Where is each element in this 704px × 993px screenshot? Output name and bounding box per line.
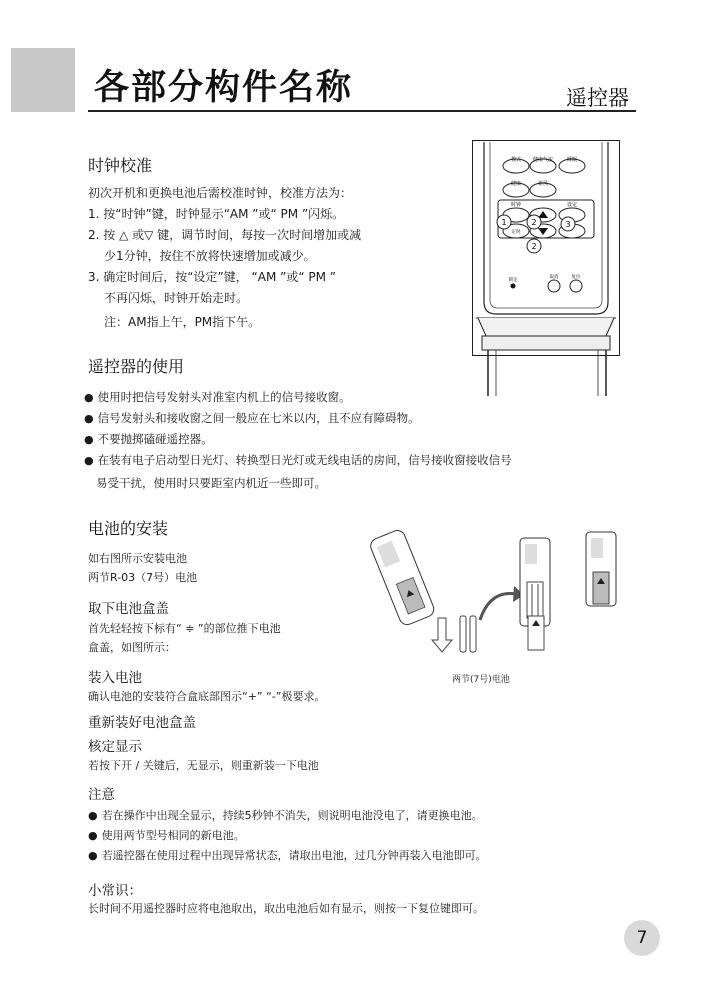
battery-intro-2: 两节R-03（7号）电池 [88, 571, 198, 584]
refit-cover-heading: 重新装好电池盒盖 [88, 715, 196, 731]
notes-heading: 注意 [88, 787, 115, 803]
usage-bullet-4-cont: 易受干扰，使用时只要距室内机近一些即可。 [96, 476, 326, 490]
battery-intro-1: 如右图所示安装电池 [88, 552, 187, 565]
battery-installation-figure [360, 522, 640, 662]
callout-2-up: 2 [531, 218, 537, 227]
clock-step-2-cont: 少1分钟，按住不放将快速增加或减少。 [104, 249, 316, 263]
clock-heading: 时钟校准 [88, 156, 153, 175]
btn-set-label: 设定 [566, 202, 578, 208]
callout-2-down: 2 [531, 242, 537, 251]
usage-heading: 遥控器的使用 [88, 357, 185, 376]
btn-sleep-label: 睡眠 [566, 157, 578, 163]
clock-step-2: 2. 按 △ 或▽ 键，调节时间，每按一次时间增加或减 [88, 228, 362, 242]
usage-bullet-4: ● 在装有电子启动型日光灯、转换型日光灯或无线电话的房间，信号接收窗接收信号 [84, 453, 512, 467]
page-number: 7 [636, 928, 648, 948]
btn-timer-label: 定时 [511, 230, 521, 235]
remove-cover-text-2: 盒盖，如图所示： [88, 641, 176, 654]
header-gray-tab [11, 48, 75, 112]
clock-intro: 初次开机和更换电池后需校准时钟，校准方法为： [88, 186, 353, 200]
btn-health-label: 健康 [510, 181, 522, 187]
clock-step-3: 3. 确定时间后，按“设定”键， “AM ”或“ PM ” [88, 270, 336, 284]
battery-heading: 电池的安装 [88, 519, 169, 538]
page-title: 各部分构件名称 [94, 68, 354, 108]
battery-figure-caption: 两节(7号)电池 [452, 675, 510, 685]
remove-cover-text-1: 首先轻轻按下标有“ ≑ ”的部位推下电池 [88, 622, 281, 635]
btn-cancel-label: 取消 [549, 275, 559, 280]
check-display-heading: 核定显示 [88, 739, 142, 755]
notes-bullet-3: ● 若遥控器在使用过程中出现异常状态，请取出电池，过几分钟再装入电池即可。 [88, 849, 487, 862]
btn-airflow-label: 健康气流 [532, 157, 554, 163]
usage-bullet-3: ● 不要抛掷磕碰遥控器。 [84, 432, 213, 446]
remove-cover-heading: 取下电池盒盖 [88, 601, 169, 617]
btn-mode-label: 模式 [510, 157, 522, 163]
callout-3: 3 [565, 220, 571, 229]
btn-fresh-air-label: 新风 [537, 181, 549, 187]
remote-control-figure [472, 140, 620, 396]
tip-heading: 小常识： [88, 883, 142, 899]
btn-lock-label: 锁定 [508, 278, 518, 283]
notes-bullet-2: ● 使用两节型号相同的新电池。 [88, 829, 245, 842]
usage-bullet-2: ● 信号发射头和接收窗之间一般应在七米以内，且不应有障碍物。 [84, 411, 420, 425]
insert-battery-text: 确认电池的安装符合盒底部图示“+” “-”极要求。 [88, 690, 326, 703]
insert-battery-heading: 装入电池 [88, 670, 142, 686]
clock-step-3-cont: 不再闪烁，时钟开始走时。 [104, 291, 249, 305]
check-display-text: 若按下开 / 关键后，无显示，则重新装一下电池 [88, 759, 319, 772]
title-divider [88, 110, 636, 112]
usage-bullet-1: ● 使用时把信号发射头对准室内机上的信号接收窗。 [84, 390, 351, 404]
tip-text: 长时间不用遥控器时应将电池取出，取出电池后如有显示，则按一下复位键即可。 [88, 902, 484, 915]
btn-clock-label: 时钟 [510, 202, 522, 208]
callout-1: 1 [501, 218, 507, 227]
section-label: 遥控器 [566, 86, 629, 110]
clock-step-1: 1. 按“时钟”键，时钟显示“AM ”或“ PM ”闪烁。 [88, 207, 345, 221]
btn-reset-label: 复位 [571, 275, 581, 280]
notes-bullet-1: ● 若在操作中出现全显示，持续5秒钟不消失，则说明电池没电了，请更换电池。 [88, 809, 483, 822]
clock-note: 注：AM指上午，PM指下午。 [104, 315, 261, 329]
